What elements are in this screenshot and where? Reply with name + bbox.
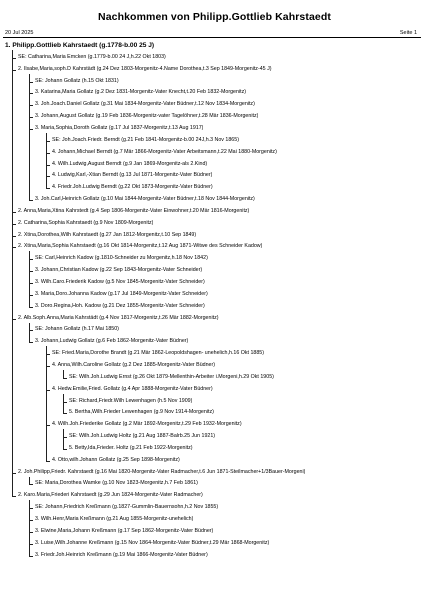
descendant-entry: 4. Friedr.Joh.Ludwig Berndt (g.22 Okt 1873-Morgenitz-Vater Büdner) [52,184,213,191]
spouse-entry: SE: Richard,Friedr.Wilh Lewenhagen (h.5 Nov 1909) [69,397,193,404]
descendant-entry: 2. Xtina,Maria,Sophia Kahrstaedt (g.16 Okt 1814-Morgenitz,t.12 Aug 1871-Witwe des Schneider Kadow) [18,243,263,250]
spouse-entry: SE: Catharina,Maria Emcken (g.1779-b.00 24 J,h.22 Okt 1803) [18,53,166,60]
descendant-entry: 2. Karo.Maria,Friederi Kahrstaedt (g.29 Jun 1824-Morgenitz-Vater Radmacher) [18,492,203,499]
descendant-entry: 4. Anna,Wilh.Caroline Gollatz (g.2 Dez 1885-Morgenitz-Vater Büdner) [52,361,216,368]
descendant-entry: 3. Joh.Carl,Heinrich Gollatz (g.10 Mai 1844-Morgenitz-Vater Büdner,t.18 Nov 1844-Morgenitz) [35,196,255,203]
tree-connector [29,484,33,485]
page-number: Seite 1 [399,30,417,36]
descendant-entry: 3. Wilh.Caro.Friederik Kadow (g.5 Nov 1845-Morgenitz-Vater Schneider) [35,279,205,285]
spouse-entry: SE: Johann,Friedrich Kreßmann (g.1827-Gummlin-Bauernsohn,h.2 Nov 1855) [35,504,219,511]
descendant-entry: 5. Betty,Ida,Frieder. Holtz (g.21 Feb 1922-Morgenitz) [69,444,193,451]
tree-connector [46,461,50,462]
descendant-entry: 2. Catharina,Sophia Kahrstaedt (g.9 Nov 1809-Morgenitz) [18,219,154,226]
tree-branch-line [46,133,47,188]
descendant-entry: 3. Doro.Regina,Hoh. Kadow (g.21 Dez 1855-Morgenitz-Vater Schneider) [35,302,205,309]
descendant-entry: 3. Maria,Doro.Johanna Kadow (g.17 Jul 1849-Morgenitz-Vater Schneider) [35,290,208,297]
descendant-entry: 4. Wilh.Joh.Friederike Gollatz (g.2 Mär 1892-Morgenitz,t.29 Feb 1932-Morgenitz) [52,421,242,428]
descendant-entry: 3. Wilh.Henr,Maria Kreßmann (g.21 Aug 1855-Morgenitz-unehelich) [35,516,194,522]
tree-branch-line [63,429,64,449]
descendant-entry: 2. Xtina,Dorothea,Wilh Kahrstaedt (g.27 Jan 1812-Morgenitz,t.10 Sep 1849) [18,231,197,238]
tree-connector [63,413,67,414]
descendant-entry: 3. Elwine,Maria,Johann Kreßmann (g.17 Sep 1862-Morgenitz-Vater Büdner) [35,527,214,534]
tree-connector [29,307,33,308]
header-divider [3,37,421,38]
print-date: 20 Jul 2025 [5,30,34,36]
descendant-entry: 3. Katarina,Maria Gollatz (g.2 Dez 1831-Morgenitz-Vater Knecht,t.20 Feb 1832-Morgenitz) [35,89,246,96]
descendant-entry: 3. Joh.Joach.Daniel Gollatz (g.31 Mai 1834-Morgenitz-Vater Büdner,t.12 Nov 1834-Morgenitz) [35,101,255,108]
tree-branch-line [29,251,30,306]
tree-branch-line [29,500,30,555]
descendant-entry: 4. Otto,wilh.Johann Gollatz (g.25 Sep 1898-Morgenitz) [52,456,180,463]
descendant-entry: 3. Johann,August Gollatz (g.19 Feb 1836-Morgenitz-vater Tagelöhner,t.28 Mär 1836-Morgenitz) [35,113,259,120]
descendant-entry: 4. Johann,Michael Berndt (g.7 Mär 1866-Morgenitz-Vater Arbeitsmann,t.22 Mai 1880-Morgenitz) [52,148,277,155]
descendant-entry: 4. Hedw.Emilie,Fried. Gollatz (g.4 Apr 1888-Morgenitz-Vater Büdner) [52,385,213,392]
descendant-entry: 2. Ilsabe,Maria,soph.D Kahrstädt (g.24 Dez 1803-Morgenitz-4.Name Dorothea,t.3 Sep 1849-Morgenitz-45 J) [18,65,272,72]
descendant-entry: 2. Anna,Maria,Xtina Kahrstedt (g.4 Sep 1806-Morgenitz-Vater Einwohner,t.20 Mär 1816-Morgenitz) [18,207,250,214]
descendant-entry: 5. Bertha,Wilh.Frieder Lewenhagen (g.9 Nov 1914-Morgenitz) [69,409,214,416]
tree-branch-line [63,394,64,414]
descendant-entry: 3. Maria,Sophia,Doroth Gollatz (g.17 Jul 1837-Morgenitz,t.13 Aug 1917) [35,124,204,131]
tree-branch-line [12,50,13,496]
descendant-entry: 3. Johann,Christian Kadow (g.22 Sep 1843-Morgenitz-Vater Schneider) [35,267,203,274]
tree-branch-line [29,477,30,485]
spouse-entry: SE: Carl,Heinrich Kadow (g.1810-Schneider zu Morgenitz,h.18 Nov 1842) [35,255,208,262]
tree-branch-line [29,323,30,343]
descendant-entry: 3. Friedr.Joh.Heinrich Kreßmann (g.19 Mai 1866-Morgenitz-Vater Büdner) [35,551,208,558]
descendant-entry: 3. Johann,Ludwig Gollatz (g.6 Feb 1862-Morgenitz-Vater Büdner) [35,338,189,345]
tree-branch-line [29,74,30,200]
document-title: Nachkommen von Philipp.Gottlieb Kahrstaedt [98,11,331,23]
spouse-entry: SE: Joh.Joach.Friedr. Berndt (g.21 Feb 1841-Morgenitz-b.00 24J,h.3 Nov 1865) [52,136,239,143]
spouse-entry: SE: Johann Gollatz (h.15 Okt 1831) [35,77,119,84]
descendant-entry: 2. Joh.Philipp,Friedr. Kahrstaedt (g.16 Mai 1820-Morgenitz-Vater Radmacher,t.6 Jun 1871-Steilmacher+1/3Bauer-Morgeni) [18,468,306,475]
spouse-entry: SE: Fried.Maria,Dorothe Brandt (g.21 Mär 1862-Leopoldshagen- unehelich,h.16 Okt 1885) [52,350,264,357]
tree-connector [29,200,33,201]
tree-connector [63,378,67,379]
tree-branch-line [46,346,47,461]
tree-connector [29,342,33,343]
spouse-entry: SE: Wilh.Joh.Ludwig Ernst (g.26 Okt 1879-Mellenthin-Arbeiter i.Morgeni,h.29 Okt 1905) [69,373,274,380]
spouse-entry: SE: Johann Gollatz (h.17 Mai 1850) [35,326,119,333]
tree-branch-line [63,370,64,378]
descendant-entry: 3. Luise,Wilh.Johanne Kreßmann (g.15 Nov 1864-Morgenitz-Vater Büdner,t.29 Mär 1868-Morgenitz) [35,539,270,546]
descendant-entry: 2. Alb.Soph.Anna,Maria Kahrstädt (g.4 Nov 1817-Morgenitz,t.26 Mär 1882-Morgenitz) [18,314,219,321]
tree-connector [46,188,50,189]
tree-connector [29,556,33,557]
tree-connector [12,496,16,497]
spouse-entry: SE: Maria,Dorothea Wamke (g.10 Nov 1823-Morgenitz,h.7 Feb 1861) [35,480,198,487]
descendant-entry: 4. Ludwig,Karl,-Xtian Berndt (g.13 Jul 1871-Morgenitz-Vater Büdner) [52,172,213,179]
tree-connector [63,449,67,450]
descendant-entry: 4. Wilh.Ludwig,August Berndt (g.9 Jan 1869-Morgenitz-als 2.Kind) [52,160,208,167]
spouse-entry: SE: Wilh.Joh.Ludwig Holtz (g.21 Aug 1887-Balrb.25 Jun 1921) [69,433,216,440]
root-person: 1. Philipp.Gottlieb Kahrstaedt (g.1778-b.00 25 J) [5,42,155,49]
